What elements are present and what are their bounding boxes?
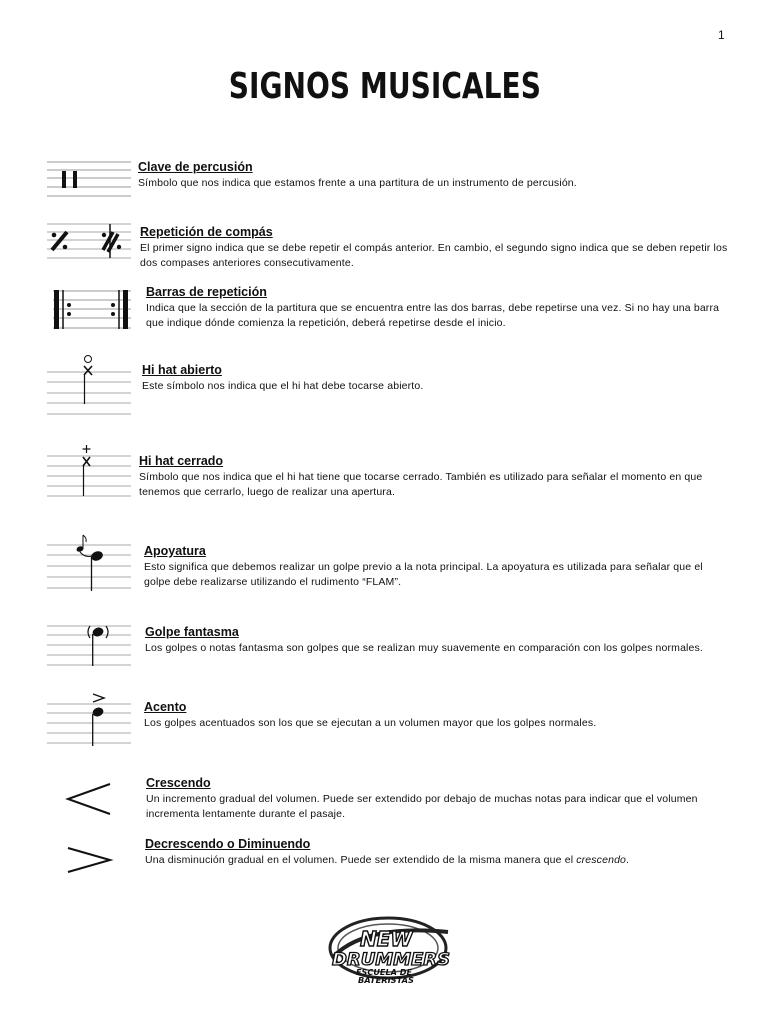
entry-title: Crescendo: [146, 776, 211, 790]
entry-title: Barras de repetición: [146, 285, 267, 299]
entry-crescendo: [146, 776, 726, 822]
description-emphasis: crescendo: [576, 854, 627, 866]
entry-hi-hat-abierto: [142, 363, 722, 394]
entry-apoyatura: [144, 544, 724, 590]
entry-title: Decrescendo o Diminuendo: [145, 837, 311, 851]
entry-description: Los golpes o notas fantasma son golpes que se realizan muy suavemente en comparación con los golpes normales.: [145, 642, 704, 654]
entry-description: Indica que la sección de la partitura que se encuentra entre las dos barras, debe repetirse una vez. Si no hay una barra que indique dónde comienza la repetición, deberá repetirse desde el inicio.: [146, 302, 720, 329]
new-drummers-logo-icon: [326, 912, 456, 984]
logo-tagline1: ESCUELA DE: [356, 968, 413, 977]
page-title: SIGNOS MUSICALES: [228, 66, 541, 107]
measure-repeat-icon: [47, 222, 131, 266]
entry-clave-de-percusion: [138, 160, 738, 191]
entry-golpe-fantasma: [145, 625, 725, 656]
entry-title: Repetición de compás: [140, 225, 273, 239]
entry-acento: [144, 700, 724, 731]
description-end: .: [626, 854, 630, 866]
crescendo-icon: [66, 782, 112, 816]
page-number: 1: [718, 28, 725, 42]
percussion-clef-icon: [47, 160, 131, 202]
accent-icon: [47, 690, 131, 748]
entry-title: Acento: [144, 700, 187, 714]
entry-title: Hi hat abierto: [142, 363, 222, 377]
entry-repeticion-de-compas: [140, 225, 730, 271]
entry-description: Este símbolo nos indica que el hi hat debe tocarse abierto.: [142, 380, 424, 392]
repeat-barlines-icon: [53, 288, 131, 332]
entry-barras-de-repeticion: [146, 285, 726, 331]
entry-description: Los golpes acentuados son los que se ejecutan a un volumen mayor que los golpes normales.: [144, 717, 597, 729]
entry-description: Símbolo que nos indica que el hi hat tiene que tocarse cerrado. También es utilizado para señalar el momento en que tenemos que cerrarlo, luego de realizar una apertura.: [139, 471, 703, 498]
decrescendo-icon: [66, 846, 112, 874]
description-text: Una disminución gradual en el volumen. Puede ser extendido de la misma manera que el: [145, 854, 577, 866]
entry-description: Símbolo que nos indica que estamos frente a una partitura de un instrumento de percusión.: [138, 177, 577, 189]
logo-brand-line1: NEW: [360, 927, 413, 951]
entry-description: Un incremento gradual del volumen. Puede ser extendido por debajo de muchas notas para indicar que el volumen incrementa lentamente durante el pasaje.: [146, 793, 698, 820]
hihat-open-icon: [47, 352, 131, 418]
entry-description: El primer signo indica que se debe repetir el compás anterior. En cambio, el segundo signo indica que se deben repetir los dos compases anteriores consecutivamente.: [140, 242, 728, 269]
hihat-closed-icon: [47, 444, 131, 500]
logo-tagline2: BATERISTAS: [358, 976, 415, 984]
entry-title: Golpe fantasma: [145, 625, 239, 639]
entry-decrescendo: [145, 837, 725, 868]
grace-note-icon: [47, 533, 131, 595]
entry-title: Apoyatura: [144, 544, 206, 558]
entry-hi-hat-cerrado: [139, 454, 737, 500]
ghost-note-icon: [47, 622, 131, 670]
entry-title: Clave de percusión: [138, 160, 253, 174]
entry-title: Hi hat cerrado: [139, 454, 224, 468]
entry-description: [145, 853, 725, 868]
logo-brand-line2: DRUMMERS: [332, 950, 450, 970]
entry-description: Esto significa que debemos realizar un golpe previo a la nota principal. La apoyatura es utilizada para señalar que el golpe debe realizarse utilizando el rudimento “FLAM”.: [144, 561, 703, 588]
